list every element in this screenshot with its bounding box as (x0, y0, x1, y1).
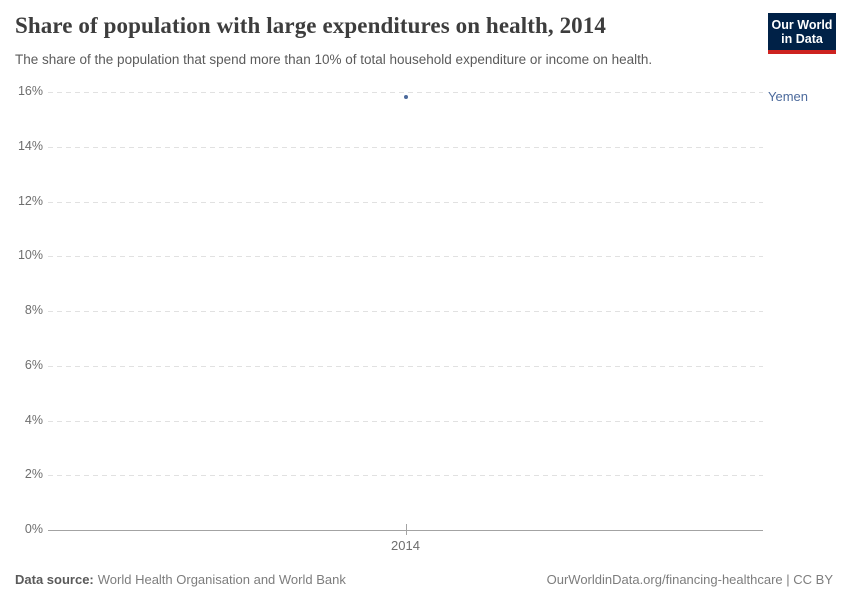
y-gridline (48, 92, 763, 93)
y-gridline (48, 202, 763, 203)
y-gridline (48, 256, 763, 257)
y-axis-tick-label: 16% (17, 84, 43, 98)
owid-logo-line1: Our World (771, 18, 833, 32)
y-gridline (48, 366, 763, 367)
data-point-yemen[interactable] (404, 95, 408, 99)
chart-subtitle: The share of the population that spend more than 10% of total household expenditure or income on health. (15, 52, 653, 67)
y-axis-tick-label: 4% (24, 412, 43, 427)
y-axis-tick-label: 8% (24, 303, 43, 317)
x-axis-tick-label: 2014 (391, 538, 420, 553)
credit-link[interactable]: OurWorldinData.org/financing-healthcare | CC BY (546, 572, 833, 587)
y-gridline (48, 147, 763, 148)
y-axis-tick-label: 12% (17, 193, 43, 208)
data-source-label: Data source: (15, 572, 94, 587)
y-axis-tick-label: 0% (24, 522, 43, 536)
x-axis-tick (406, 524, 407, 535)
chart-footer (15, 572, 833, 587)
chart-title: Share of population with large expenditures on health, 2014 (15, 13, 606, 38)
data-source-text: World Health Organisation and World Bank (97, 572, 346, 587)
y-gridline (48, 475, 763, 476)
y-axis-tick-label: 6% (24, 357, 43, 372)
y-gridline (48, 421, 763, 422)
y-gridline (48, 311, 763, 312)
owid-logo-line2: in Data (781, 32, 823, 46)
data-source (15, 572, 346, 587)
entity-label-yemen[interactable]: Yemen (768, 89, 808, 105)
y-axis-tick-label: 14% (17, 138, 43, 153)
y-axis-tick-label: 10% (17, 248, 43, 263)
y-axis-tick-label: 2% (24, 467, 43, 482)
